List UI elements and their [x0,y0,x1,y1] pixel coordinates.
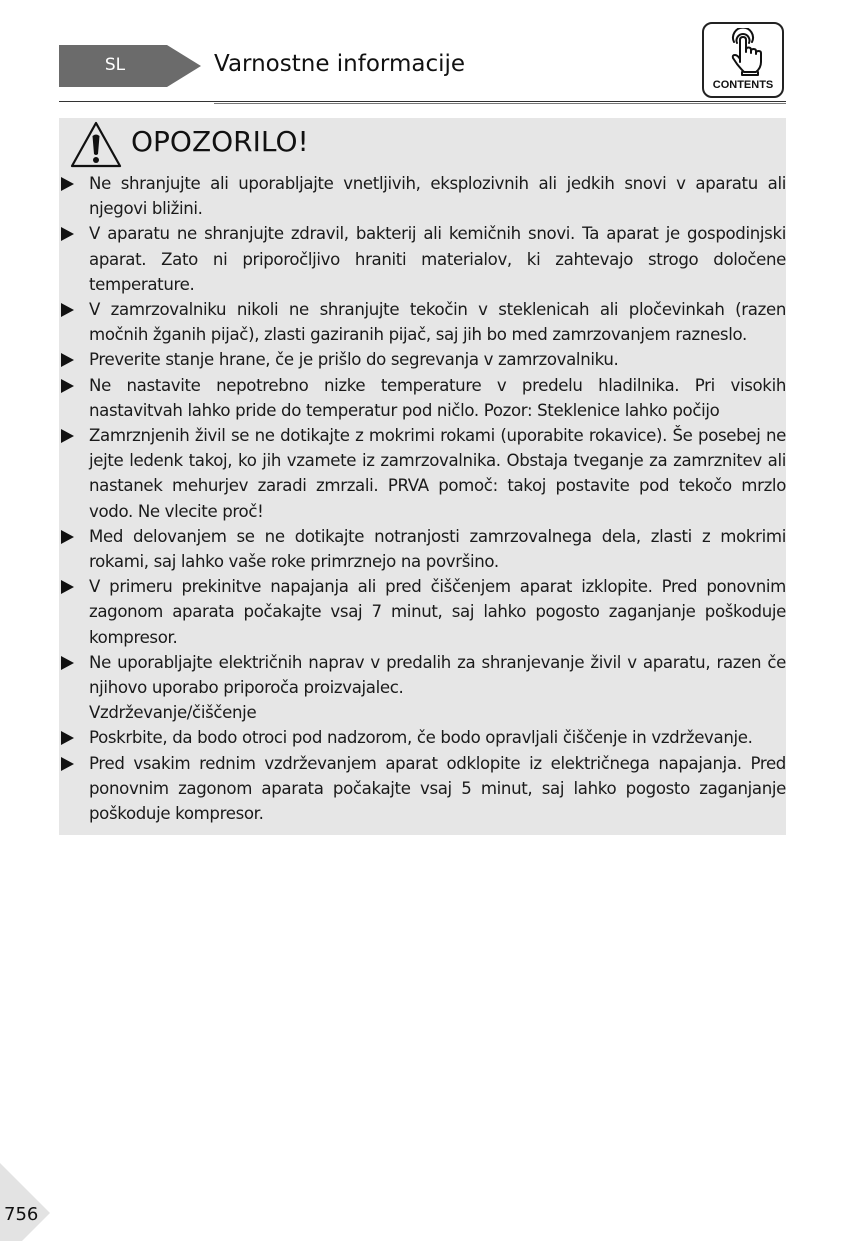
list-item-text: V zamrzovalniku nikoli ne shranjujte tekočin v steklenicah ali pločevinkah (razen močnih žganih pijač), zlasti gaziranih pijač, saj jih bo med zamrzovanjem razneslo. [89,300,786,345]
list-item [59,221,786,297]
triangle-right-icon [61,656,74,670]
triangle-right-icon [61,227,74,241]
list-item [59,524,786,574]
maintenance-subheading: Vzdrževanje/čiščenje [89,703,257,723]
triangle-right-icon [61,731,74,745]
triangle-right-icon [61,303,74,317]
list-item-text: Pred vsakim rednim vzdrževanjem aparat odklopite iz električnega napajanja. Pred ponovnim zagonom aparata počakajte vsaj 5 minut, saj lahko pogosto zaganjanje poškoduje kompresor. [89,753,786,824]
warning-panel [59,118,786,835]
triangle-right-icon [61,379,74,393]
triangle-right-icon [61,429,74,443]
list-item [59,650,786,726]
triangle-right-icon [61,177,74,191]
triangle-right-icon [61,353,74,367]
list-item [59,751,786,827]
language-tab [59,45,201,87]
header-divider [59,101,786,102]
pointing-hand-touch-icon [722,28,766,76]
list-item [59,423,786,524]
contents-button[interactable] [702,22,784,98]
contents-label: CONTENTS [712,79,774,91]
list-item [59,725,786,750]
language-label: SL [104,55,126,75]
list-item-text: Ne nastavite nepotrebno nizke temperature v predelu hladilnika. Pri visokih nastavitvah lahko pride do temperatur pod ničlo. Pozor: Steklenice lahko počijo [89,375,786,420]
header-divider-secondary [214,103,786,104]
list-item-text: Poskrbite, da bodo otroci pod nadzorom, če bodo opravljali čiščenje in vzdrževanje. [89,728,753,748]
warning-list [59,171,786,826]
warning-triangle-icon [69,120,123,170]
warning-title: OPOZORILO! [131,125,309,158]
triangle-right-icon [61,580,74,594]
page-title: Varnostne informacije [214,51,466,77]
list-item [59,574,786,650]
triangle-right-icon [61,530,74,544]
list-item [59,373,786,423]
list-item-text: Ne shranjujte ali uporabljajte vnetljivih, eksplozivnih ali jedkih snovi v aparatu ali njegovi bližini. [89,174,786,219]
list-item-text: V aparatu ne shranjujte zdravil, bakterij ali kemičnih snovi. Ta aparat je gospodinjski aparat. Zato ni priporočljivo hraniti materialov, ki zahtevajo strogo določene temperature. [89,224,786,294]
triangle-right-icon [61,757,74,771]
list-item [59,297,786,347]
list-item-text: V primeru prekinitve napajanja ali pred čiščenjem aparat izklopite. Pred ponovnim zagonom aparata počakajte vsaj 7 minut, saj lahko pogosto zaganjanje poškoduje kompresor. [89,577,786,647]
list-item-text: Preverite stanje hrane, če je prišlo do segrevanja v zamrzovalniku. [89,350,619,370]
page-number: 756 [4,1204,39,1225]
list-item-text: Zamrznjenih živil se ne dotikajte z mokrimi rokami (uporabite rokavice). Še posebej ne jejte ledenk takoj, ko jih vzamete iz zamrzovalnika. Obstaja tveganje za zamrznitev ali nastanek mehurjev zaradi zmrzali. PRVA pomoč: takoj postavite pod tekočo mrzlo vodo. Ne vlecite proč! [89,426,786,521]
list-item [59,171,786,221]
list-item-text: Med delovanjem se ne dotikajte notranjosti zamrzovalnega dela, zlasti z mokrimi rokami, saj lahko vaše roke primrznejo na površino. [89,526,786,572]
list-item [59,347,786,372]
list-item-text: Ne uporabljajte električnih naprav v predalih za shranjevanje živil v aparatu, razen če njihovo uporabo priporoča proizvajalec. [89,652,786,698]
